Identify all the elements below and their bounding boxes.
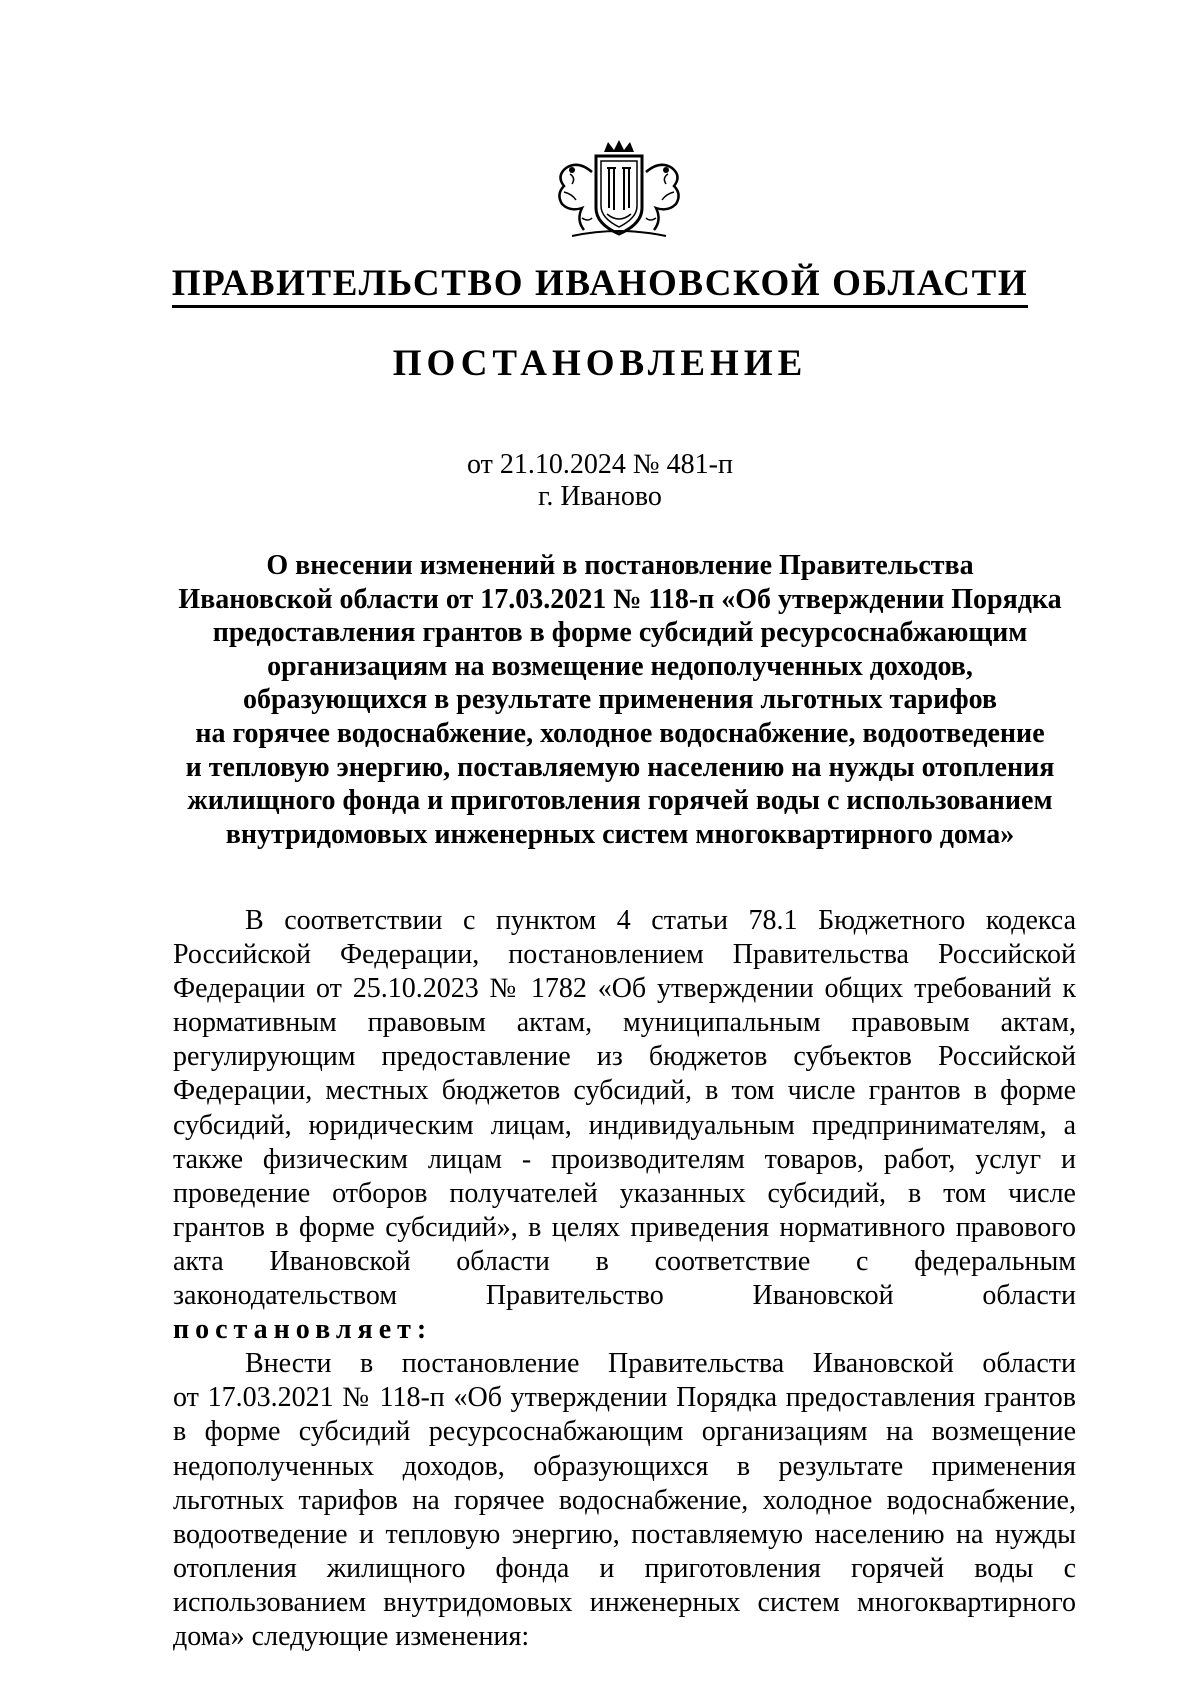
subject-line: на горячее водоснабжение, холодное водоснабжение, водоотведение [195,717,1045,749]
government-name [0,262,1200,306]
body-line: Внести в постановление Правительства Ивановской области [245,1348,1076,1380]
body-line: В соответствии с пунктом 4 статьи 78.1 Бюджетного кодекса [245,905,1076,936]
document-meta [0,449,1200,513]
body-line: льготных тарифов на горячее водоснабжение, холодное водоснабжение, [173,1484,1076,1516]
body-line: недополученных доходов, образующихся в результате применения [173,1450,1076,1482]
body-line: водоотведение и тепловую энергию, поставляемую населению на нужды [173,1518,1076,1550]
subject-line: О внесении изменений в постановление Правительства [266,550,974,581]
subject-line: образующихся в результате применения льготных тарифов [242,684,998,716]
body-line: нормативным правовым актам, муниципальным правовым актам, [173,1007,1076,1039]
body-line: в форме субсидий ресурсоснабжающим организациям на возмещение [173,1416,1076,1448]
date-number: от 21.10.2024 № 481-п [467,449,733,480]
document-type: ПОСТАНОВЛЕНИЕ [392,343,808,384]
body-line: дома» следующие изменения: [173,1620,530,1652]
coat-of-arms-icon [552,138,686,242]
preamble-paragraph [173,904,1076,1347]
body-line: Федерации, местных бюджетов субсидий, в том числе грантов в форме [173,1075,1076,1107]
body-line: также физическим лицам - производителям товаров, работ, услуг и [173,1143,1076,1175]
body-line: субсидий, юридическим лицам, индивидуальным предпринимателям, а [173,1109,1076,1141]
decree-word-text: постановляет: [173,1314,433,1346]
subject-line: предоставления грантов в форме субсидий ресурсоснабжающим [212,617,1028,649]
city: г. Иваново [538,481,662,512]
subject-line: Ивановской области от 17.03.2021 № 118-п «Об утверждении Порядка [178,583,1062,615]
body-line: отопления жилищного фонда и приготовления горячей воды с [173,1552,1076,1584]
subject-line: внутридомовых инженерных систем многоквартирного дома» [225,818,1015,850]
amendment-paragraph [173,1347,1076,1654]
subject-line: организациям на возмещение недополученных доходов, [267,650,973,682]
body-line: акта Ивановской области в соответствие с федеральным [173,1245,1076,1277]
government-name-text: ПРАВИТЕЛЬСТВО ИВАНОВСКОЙ ОБЛАСТИ [172,263,1029,308]
body-line: Федерации от 25.10.2023 № 1782 «Об утверждении общих требований к [173,973,1076,1005]
document-subject [160,549,1080,851]
body-line: грантов в форме субсидий», в целях приведения нормативного правового [173,1211,1076,1243]
body-line: Российской Федерации, постановлением Правительства Российской [173,939,1076,971]
body-line: от 17.03.2021 № 118-п «Об утверждении Порядка предоставления грантов [173,1382,1076,1414]
body-line: регулирующим предоставление из бюджетов субъектов Российской [173,1041,1076,1073]
decree-word [173,1313,1076,1347]
subject-line: жилищного фонда и приготовления горячей воды с использованием [187,785,1053,817]
body-line: использованием внутридомовых инженерных систем многоквартирного [173,1586,1076,1618]
body-line: проведение отборов получателей указанных субсидий, в том числе [173,1177,1076,1209]
subject-line: и тепловую энергию, поставляемую населению на нужды отопления [185,751,1055,783]
body-line: законодательством Правительство Ивановской области [173,1280,1076,1312]
document-body [173,904,1076,1654]
